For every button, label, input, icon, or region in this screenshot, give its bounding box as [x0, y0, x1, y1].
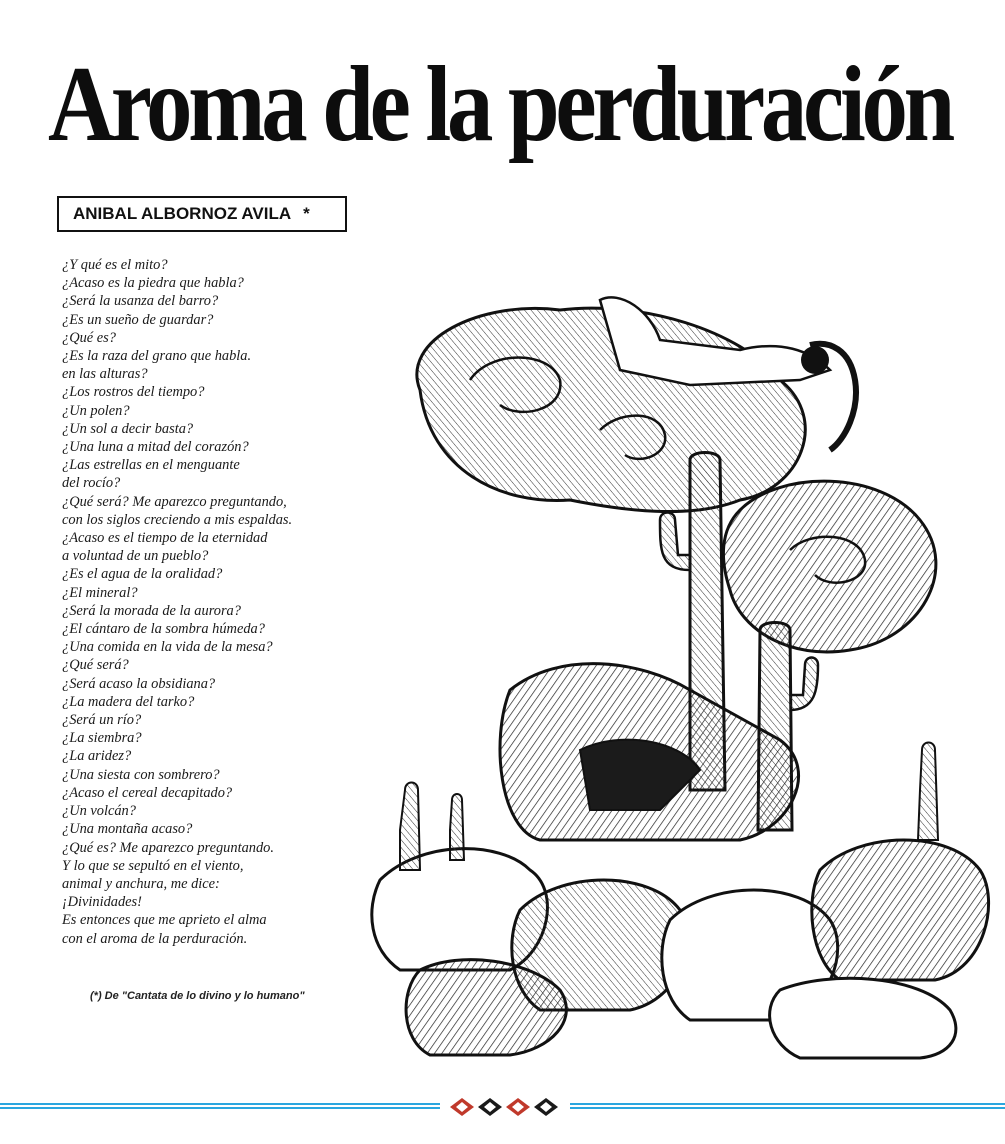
- poem-line: ¿El cántaro de la sombra húmeda?: [62, 621, 265, 638]
- poem-line: animal y anchura, me dice:: [62, 875, 220, 892]
- poem-line: ¿La madera del tarko?: [62, 693, 195, 710]
- poem-text: [62, 256, 362, 948]
- poem-line: ¿Un volcán?: [62, 803, 136, 820]
- illustration-rocks-cacti-icon: [360, 270, 1000, 1060]
- poem-line: ¿Acaso es el tiempo de la eternidad: [62, 530, 268, 547]
- poem-line: ¿Un sol a decir basta?: [62, 420, 194, 437]
- poem-line: a voluntad de un pueblo?: [62, 548, 209, 565]
- poem-line: en las alturas?: [62, 366, 148, 383]
- poem-line: ¿Será acaso la obsidiana?: [62, 675, 216, 692]
- poem-line: ¿Una siesta con sombrero?: [62, 766, 220, 783]
- poem-line: Es entonces que me aprieto el alma: [62, 912, 267, 929]
- poem-line: ¿Será la morada de la aurora?: [62, 602, 241, 619]
- poem-line: ¿La siembra?: [62, 730, 142, 747]
- poem-line: ¿Será la usanza del barro?: [62, 293, 219, 310]
- poem-line: ¿La aridez?: [62, 748, 132, 765]
- author-box: [57, 196, 347, 232]
- poem-line: Y lo que se sepultó en el viento,: [62, 857, 244, 874]
- poem-line: ¿Es un sueño de guardar?: [62, 311, 214, 328]
- poem-line: ¿Es la raza del grano que habla.: [62, 348, 252, 365]
- poem-line: ¡Divinidades!: [62, 894, 142, 911]
- poem-line: ¿Acaso el cereal decapitado?: [62, 784, 233, 801]
- poem-line: ¿Una comida en la vida de la mesa?: [62, 639, 273, 656]
- poem-line: ¿Es el agua de la oralidad?: [62, 566, 223, 583]
- poem-line: ¿Las estrellas en el menguante: [62, 457, 240, 474]
- divider-line-left: [0, 1103, 440, 1110]
- poem-line: ¿Los rostros del tiempo?: [62, 384, 205, 401]
- poem-line: ¿Qué será?: [62, 657, 129, 674]
- article-title: Aroma de la perduración: [48, 45, 951, 164]
- poem-line: ¿Qué será? Me aparezco preguntando,: [62, 493, 287, 510]
- poem-line: ¿Una luna a mitad del corazón?: [62, 439, 249, 456]
- poem-line: con los siglos creciendo a mis espaldas.: [62, 511, 293, 528]
- poem-line: ¿Y qué es el mito?: [62, 257, 168, 273]
- poem-line: ¿Una montaña acaso?: [62, 821, 193, 838]
- poem-line: ¿Acaso es la piedra que habla?: [62, 275, 244, 292]
- footnote: (*) De "Cantata de lo divino y lo humano": [90, 990, 305, 1002]
- poem-line: ¿Qué es? Me aparezco preguntando.: [62, 839, 274, 856]
- poem-line: ¿El mineral?: [62, 584, 138, 601]
- andean-geometric-ornament-icon: [448, 1096, 562, 1118]
- poem-line: ¿Será un río?: [62, 712, 142, 729]
- author-name: ANIBAL ALBORNOZ AVILA: [73, 204, 292, 223]
- author-footnote-mark: *: [303, 204, 310, 223]
- poem-line: ¿Un polen?: [62, 402, 130, 419]
- poem-line: ¿Qué es?: [62, 329, 116, 346]
- divider-line-right: [570, 1103, 1005, 1110]
- poem-line: del rocío?: [62, 475, 121, 492]
- poem-line: con el aroma de la perduración.: [62, 930, 248, 947]
